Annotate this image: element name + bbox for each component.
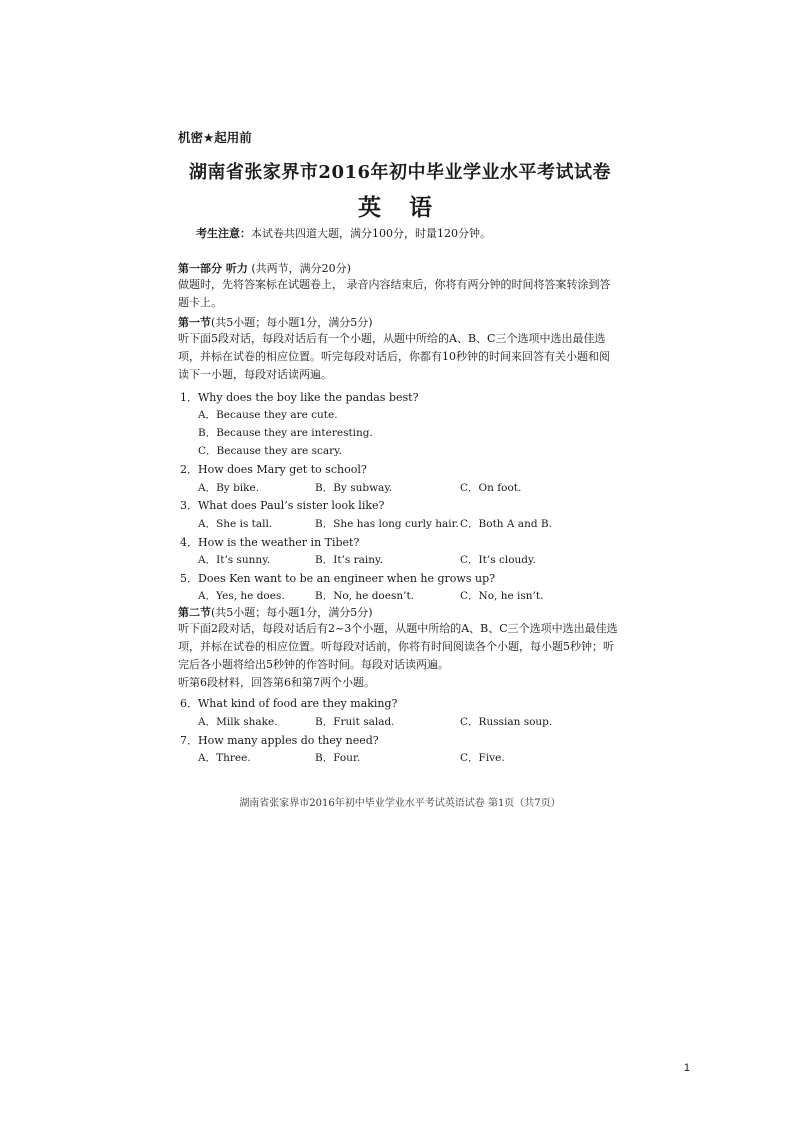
- candidate-notice: [196, 225, 491, 241]
- section1-heading: [178, 314, 373, 330]
- question-2: 2．How does Mary get to school?: [180, 463, 367, 476]
- section2-heading: [178, 604, 373, 620]
- notice-label: 考生注意：: [196, 227, 251, 240]
- notice-text: 本试卷共四道大题，满分100分，时量120分钟。: [251, 227, 491, 240]
- section2-instruction: 听下面2段对话，每段对话后有2~3个小题，从题中所给的A、B、C三个选项中选出最佳选项，并标在试卷的相应位置。听每段对话前，你将有时间阅读各个小题，每小题5秒钟；听完后各小题将给出5秒钟的作答时间。每段对话读两遍。: [178, 622, 618, 671]
- q7-option-b: B．Four.: [315, 752, 361, 764]
- section2-heading-bold: 第二节: [178, 606, 211, 619]
- q6-option-a: A．Milk shake.: [198, 716, 278, 728]
- q1-option-b: B．Because they are interesting.: [198, 427, 373, 439]
- q5-option-b: B．No, he doesn’t.: [315, 590, 415, 602]
- q2-option-c: C．On foot.: [460, 482, 522, 494]
- page-number: 1: [683, 1062, 690, 1074]
- part1-heading-rest: (共两节，满分20分): [251, 262, 351, 275]
- question-7: 7．How many apples do they need?: [180, 734, 379, 747]
- question-4: 4．How is the weather in Tibet?: [180, 536, 360, 549]
- part1-instruction: 做题时，先将答案标在试题卷上， 录音内容结束后，你将有两分钟的时间将答案转涂到答题卡上。: [178, 278, 611, 309]
- page-footer: 湖南省张家界市2016年初中毕业学业水平考试英语试卷 第1页（共7页）: [239, 798, 561, 809]
- q3-option-c: C．Both A and B.: [460, 518, 552, 530]
- q7-option-a: A．Three.: [198, 752, 251, 764]
- secret-mark: 机密★起用前: [178, 130, 252, 145]
- q5-option-a: A．Yes, he does.: [198, 590, 285, 602]
- question-5: 5．Does Ken want to be an engineer when he grows up?: [180, 572, 496, 585]
- part1-heading: [178, 260, 351, 276]
- part1-heading-bold: 第一部分 听力: [178, 262, 248, 275]
- q6-option-b: B．Fruit salad.: [315, 716, 395, 728]
- q4-option-a: A．It’s sunny.: [198, 554, 271, 566]
- section1-heading-rest: (共5小题；每小题1分，满分5分): [211, 316, 373, 329]
- q7-option-c: C．Five.: [460, 752, 505, 764]
- section1-instruction: 听下面5段对话，每段对话后有一个小题，从题中所给的A、B、C三个选项中选出最佳选项，并标在试卷的相应位置。听完每段对话后，你都有10秒钟的时间来回答有关小题和阅读下一小题，每段对话读两遍。: [178, 332, 610, 381]
- question-1: 1．Why does the boy like the pandas best?: [180, 391, 419, 404]
- exam-title: 湖南省张家界市2016年初中毕业学业水平考试试卷: [188, 162, 612, 183]
- question-6: 6．What kind of food are they making?: [180, 697, 398, 710]
- question-3: 3．What does Paul’s sister look like?: [180, 499, 385, 512]
- q1-option-a: A．Because they are cute.: [198, 409, 338, 421]
- q6-option-c: C．Russian soup.: [460, 716, 553, 728]
- q4-option-c: C．It’s cloudy.: [460, 554, 536, 566]
- q3-option-a: A．She is tall.: [198, 518, 273, 530]
- section2-heading-rest: (共5小题；每小题1分，满分5分): [211, 606, 373, 619]
- section1-heading-bold: 第一节: [178, 316, 211, 329]
- q1-option-c: C．Because they are scary.: [198, 445, 343, 457]
- q2-option-a: A．By bike.: [198, 482, 260, 494]
- section2-material: 听第6段材料，回答第6和第7两个小题。: [178, 676, 375, 689]
- q3-option-b: B．She has long curly hair.: [315, 518, 459, 530]
- subject-title: 英 语: [357, 195, 442, 221]
- q5-option-c: C．No, he isn’t.: [460, 590, 544, 602]
- q2-option-b: B．By subway.: [315, 482, 393, 494]
- q4-option-b: B．It’s rainy.: [315, 554, 383, 566]
